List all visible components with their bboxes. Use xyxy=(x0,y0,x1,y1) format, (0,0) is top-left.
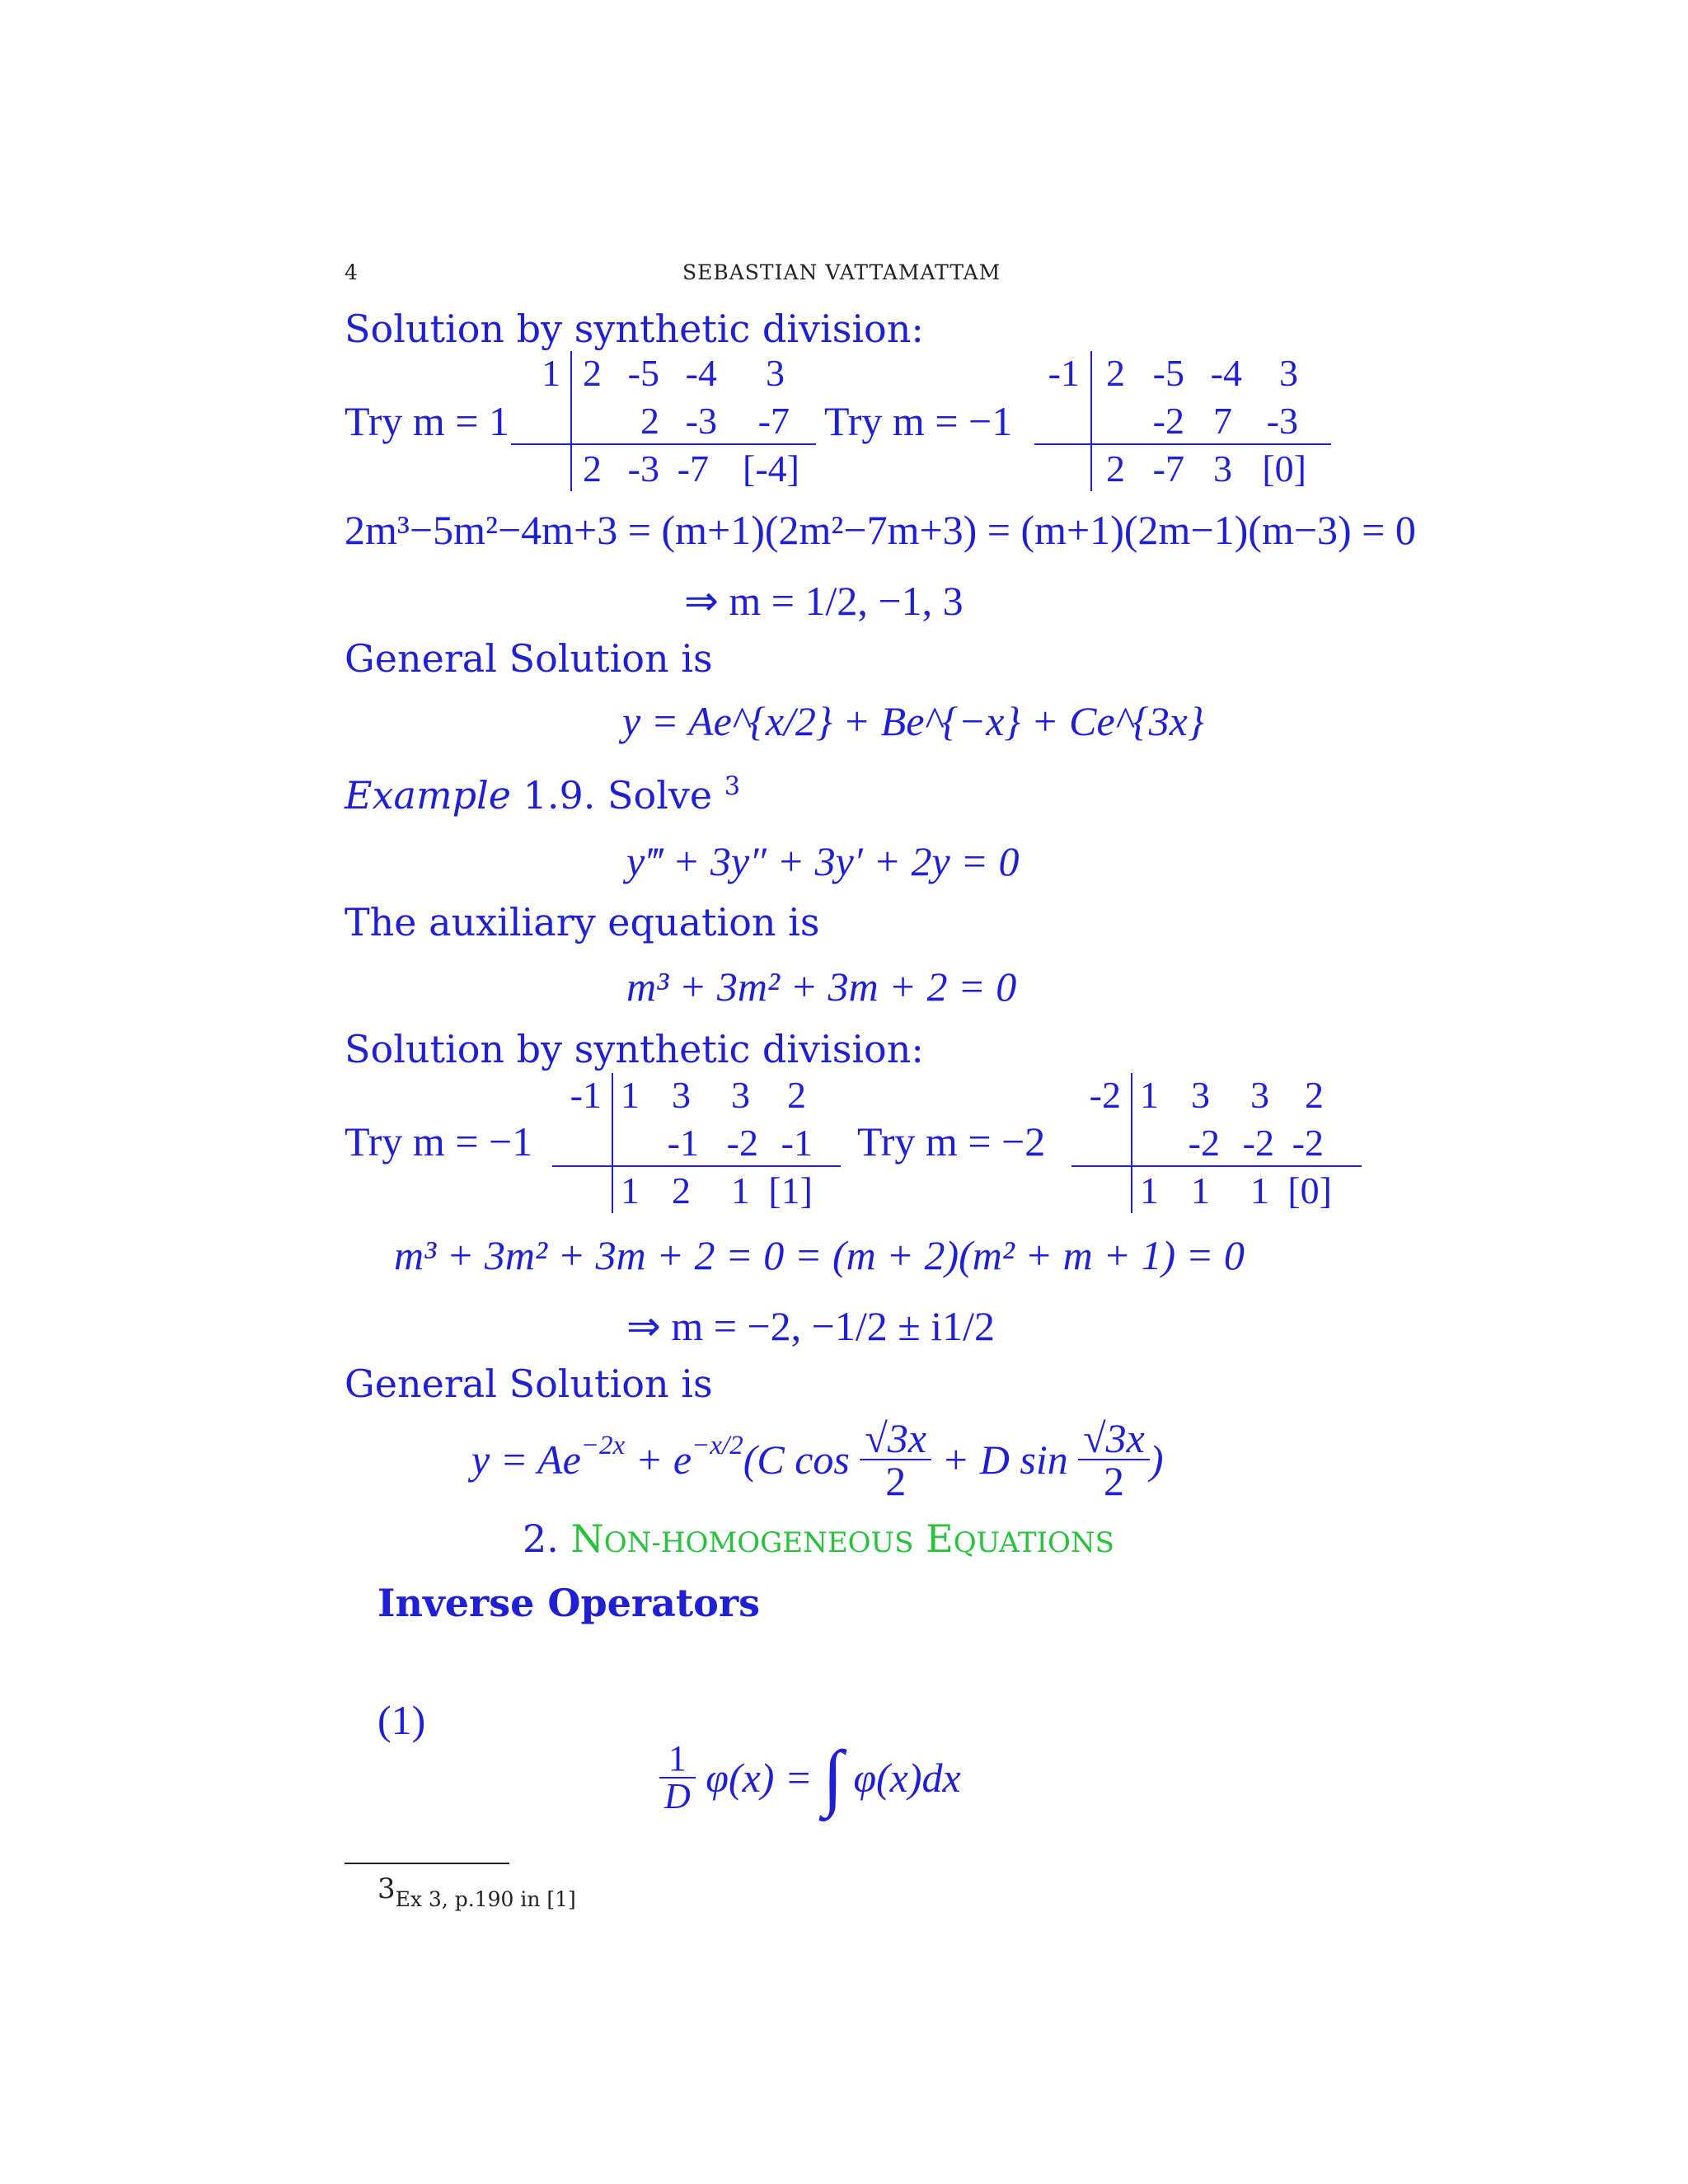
ode-equation: y‴ + 3y″ + 3y′ + 2y = 0 xyxy=(626,838,1020,884)
sd1-left-try-label: Try m = 1 xyxy=(345,398,510,444)
gs2-mid: + e xyxy=(635,1436,692,1483)
example-number: 1.9. xyxy=(523,773,596,818)
integral-sign: ∫ xyxy=(823,1736,843,1818)
sd2-right-r2c2: -2 xyxy=(1188,1122,1220,1164)
sd1-right-try-label: Try m = −1 xyxy=(824,398,1013,444)
sd2-right-try-label: Try m = −2 xyxy=(857,1118,1046,1165)
general-solution-heading-2: General Solution is xyxy=(345,1361,713,1406)
sd2-right-hline xyxy=(1071,1165,1362,1167)
sd2-left-r2c4: -1 xyxy=(781,1122,813,1164)
gs2-plus: + D sin xyxy=(941,1436,1068,1483)
sd1-right-r2c3: 7 xyxy=(1213,400,1232,442)
sd-heading-2: Solution by synthetic division: xyxy=(345,1027,924,1071)
section-title-e: E xyxy=(926,1516,954,1561)
section-heading xyxy=(523,1518,1114,1560)
sd1-left-r3c1: 2 xyxy=(583,448,602,490)
section-title-quations: QUATIONS xyxy=(953,1526,1114,1559)
gs2-frac-cos xyxy=(860,1415,931,1504)
example-label: Example xyxy=(345,773,511,818)
sd1-right-r3c3: 3 xyxy=(1213,448,1232,490)
gs2-exp1: −2x xyxy=(580,1431,626,1461)
sd2-right-r3c1: 1 xyxy=(1140,1169,1159,1212)
sd1-right-r1c3: -4 xyxy=(1210,352,1242,394)
sd1-left-r3c4: [-4] xyxy=(743,448,799,490)
sd2-right-r3c3: 1 xyxy=(1250,1169,1269,1212)
section-title-n: N xyxy=(570,1516,604,1561)
footnote xyxy=(377,1872,576,1914)
auxiliary-equation: m³ + 3m² + 3m + 2 = 0 xyxy=(626,963,1017,1010)
running-header-author: SEBASTIAN VATTAMATTAM xyxy=(682,260,1001,284)
sd2-right-divisor: -2 xyxy=(1089,1074,1121,1116)
sd1-right-r1c2: -5 xyxy=(1152,352,1184,394)
sd1-right-hline xyxy=(1034,443,1331,445)
sd2-left-r1c1: 1 xyxy=(621,1074,640,1116)
example-heading xyxy=(345,772,741,818)
inverse-frac-num: 1 xyxy=(659,1741,696,1779)
sd1-right-table xyxy=(1043,351,1339,491)
example-footnote-mark: 3 xyxy=(724,772,741,802)
sd1-left-r1c4: 3 xyxy=(766,352,785,394)
equation-label-1: (1) xyxy=(377,1697,426,1743)
factor-equation-1: 2m³−5m²−4m+3 = (m+1)(2m²−7m+3) = (m+1)(2m−1)(m−3) = 0 xyxy=(345,507,1416,553)
roots-1: ⇒ m = 1/2, −1, 3 xyxy=(684,578,964,624)
sd2-left-r3c3: 1 xyxy=(731,1169,750,1212)
general-solution-1: y = Ae^{x/2} + Be^{−x} + Ce^{3x} xyxy=(622,698,1204,744)
sd2-left-r3c1: 1 xyxy=(621,1169,640,1212)
sd2-right-r1c4: 2 xyxy=(1305,1074,1324,1116)
sd1-left-r2c3: -3 xyxy=(685,400,717,442)
sd1-right-r2c4: -3 xyxy=(1266,400,1298,442)
sd2-right-r2c4: -2 xyxy=(1292,1122,1324,1164)
sd2-left-r2c3: -2 xyxy=(726,1122,758,1164)
sd2-right-r3c4: [0] xyxy=(1287,1169,1332,1212)
inverse-frac xyxy=(659,1738,696,1816)
sd2-left-r1c4: 2 xyxy=(787,1074,806,1116)
sd2-left-r2c2: -1 xyxy=(667,1122,699,1164)
sd1-left-r1c3: -4 xyxy=(685,352,717,394)
sd2-left-r1c2: 3 xyxy=(672,1074,691,1116)
sd1-right-r2c2: -2 xyxy=(1152,400,1184,442)
sd1-right-r1c4: 3 xyxy=(1279,352,1298,394)
sd1-left-r1c2: -5 xyxy=(627,352,659,394)
sd2-right-r1c3: 3 xyxy=(1250,1074,1269,1116)
auxiliary-intro: The auxiliary equation is xyxy=(345,900,820,944)
gs2-frac-sin xyxy=(1078,1415,1150,1504)
sd1-left-table xyxy=(519,351,816,491)
sd1-left-r3c2: -3 xyxy=(627,448,659,490)
sd1-right-r3c1: 2 xyxy=(1106,448,1125,490)
factor-equation-2: m³ + 3m² + 3m + 2 = 0 = (m + 2)(m² + m + 1) = 0 xyxy=(394,1232,1245,1278)
footnote-text: Ex 3, p.190 in [1] xyxy=(395,1887,576,1911)
inverse-operator-equation xyxy=(659,1736,961,1818)
sd1-right-r3c2: -7 xyxy=(1152,448,1184,490)
section-number: 2. xyxy=(523,1516,559,1561)
section-title-on-homogeneous: ON-HOMOGENEOUS xyxy=(603,1526,914,1559)
sd2-left-try-label: Try m = −1 xyxy=(345,1118,533,1165)
sd2-right-r3c2: 1 xyxy=(1191,1169,1210,1212)
sd1-right-r3c4: [0] xyxy=(1262,448,1306,490)
footnote-mark: 3 xyxy=(377,1872,396,1905)
inverse-frac-den: D xyxy=(664,1776,691,1816)
sd1-left-divisor: 1 xyxy=(542,352,560,394)
gs2-frac-sin-den: 2 xyxy=(1104,1458,1125,1504)
sd1-left-r2c4: -7 xyxy=(757,400,790,442)
gs2-frac-sin-num: √3x xyxy=(1078,1418,1150,1460)
sd2-left-r1c3: 3 xyxy=(731,1074,750,1116)
gs2-frac-cos-den: 2 xyxy=(885,1458,907,1504)
sd2-right-r1c2: 3 xyxy=(1191,1074,1210,1116)
gs2-lhs: y = Ae xyxy=(471,1436,581,1483)
page-number: 4 xyxy=(345,260,359,284)
sd1-right-r1c1: 2 xyxy=(1106,352,1125,394)
footnote-rule xyxy=(345,1863,509,1864)
general-solution-heading-1: General Solution is xyxy=(345,636,713,681)
gs2-open: (C cos xyxy=(743,1436,850,1483)
gs2-close: ) xyxy=(1149,1436,1164,1483)
gs2-frac-cos-num: √3x xyxy=(860,1418,931,1460)
sd1-left-r3c3: -7 xyxy=(677,448,709,490)
general-solution-2 xyxy=(471,1415,1164,1504)
sd2-left-hline xyxy=(552,1165,841,1167)
example-text: Solve xyxy=(607,773,713,818)
subsection-heading: Inverse Operators xyxy=(377,1581,760,1625)
sd1-left-r2c2: 2 xyxy=(640,400,659,442)
sd1-left-hline xyxy=(511,443,816,445)
sd2-left-r3c2: 2 xyxy=(672,1169,691,1212)
inverse-rhs: φ(x)dx xyxy=(853,1755,961,1801)
sd2-right-table xyxy=(1080,1073,1376,1213)
gs2-exp2: −x/2 xyxy=(692,1431,743,1461)
roots-2: ⇒ m = −2, −1/2 ± i1/2 xyxy=(626,1303,995,1349)
sd2-left-divisor: -1 xyxy=(570,1074,602,1116)
sd2-left-table xyxy=(560,1073,857,1213)
inverse-lhs-rest: φ(x) = xyxy=(706,1755,813,1801)
sd1-left-r1c1: 2 xyxy=(583,352,602,394)
sd2-left-r3c4: [1] xyxy=(768,1169,813,1212)
sd1-right-divisor: -1 xyxy=(1048,352,1080,394)
sd-heading-1: Solution by synthetic division: xyxy=(345,307,924,351)
sd2-right-r2c3: -2 xyxy=(1242,1122,1274,1164)
sd2-right-r1c1: 1 xyxy=(1140,1074,1159,1116)
